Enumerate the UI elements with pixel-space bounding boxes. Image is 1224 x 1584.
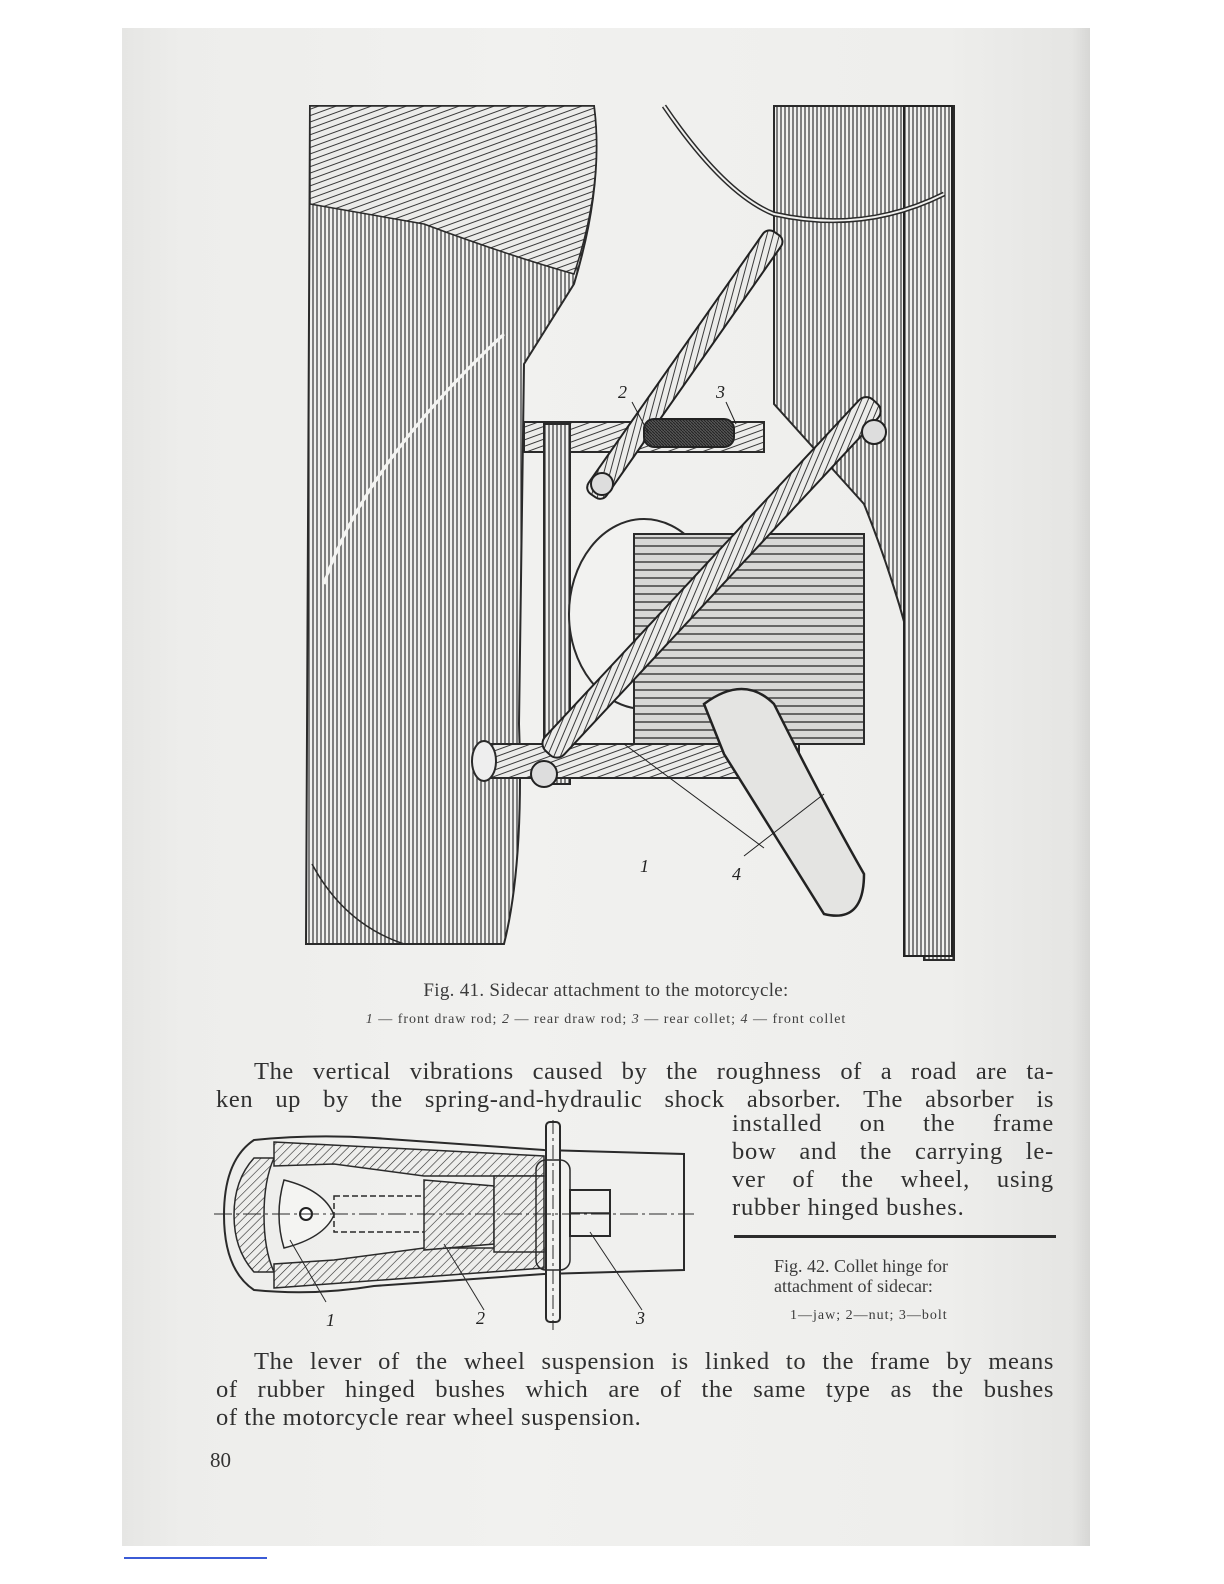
figure-41-illustration (304, 104, 956, 964)
fig41-legend-item-4: 4 — front collet (740, 1012, 847, 1027)
figure-42-legend: 1—jaw; 2—nut; 3—bolt (790, 1308, 948, 1323)
fig41-legend-item-3: 3 — rear collet; (631, 1012, 736, 1027)
paragraph-1-line-2: ken up by the spring-and-hydraulic shock absorber. The absorber is (216, 1086, 1054, 1113)
figure-41-caption: Fig. 41. Sidecar attachment to the motorcycle: (423, 980, 789, 1001)
fig41-callout-3: 3 (716, 382, 725, 402)
paragraph-1-side-line: installed on the frame (732, 1110, 1054, 1137)
figure-42-diagram (214, 1120, 704, 1340)
figure-42-caption-line: Fig. 42. Collet hinge for (774, 1256, 948, 1276)
paragraph-1-wrap-text (732, 1110, 1054, 1222)
link-underline (124, 1557, 267, 1559)
paragraph-1-side-line: bow and the carrying le- (732, 1138, 1054, 1165)
fig41-legend-item-1: 1 — front draw rod; (365, 1012, 498, 1027)
caption-divider (734, 1235, 1056, 1238)
book-page (122, 28, 1090, 1546)
page-number: 80 (210, 1448, 231, 1472)
fig42-callout-2: 2 (476, 1308, 485, 1328)
paragraph-2-line-3: of the motorcycle rear wheel suspension. (216, 1404, 642, 1431)
figure-42-caption-line: attachment of sidecar: (774, 1276, 933, 1296)
fig41-callout-2: 2 (618, 382, 627, 402)
figure-42-caption (774, 1256, 1034, 1296)
figure-41-legend (122, 1012, 1090, 1028)
fig42-callout-1: 1 (326, 1310, 335, 1330)
paragraph-1-side-line: ver of the wheel, using (732, 1166, 1054, 1193)
fig41-callout-1: 1 (640, 856, 649, 876)
paragraph-2-line-2: of rubber hinged bushes which are of the same type as the bushes (216, 1376, 1054, 1403)
fig41-callout-4: 4 (732, 864, 741, 884)
paragraph-1-side-line: rubber hinged bushes. (732, 1194, 965, 1221)
fig42-callout-3: 3 (636, 1308, 645, 1328)
fig41-legend-item-2: 2 — rear draw rod; (501, 1012, 628, 1027)
paragraph-2-line-1: The lever of the wheel suspension is linked to the frame by means (254, 1348, 1054, 1375)
paragraph-1-line-1: The vertical vibrations caused by the roughness of a road are ta- (254, 1058, 1054, 1085)
